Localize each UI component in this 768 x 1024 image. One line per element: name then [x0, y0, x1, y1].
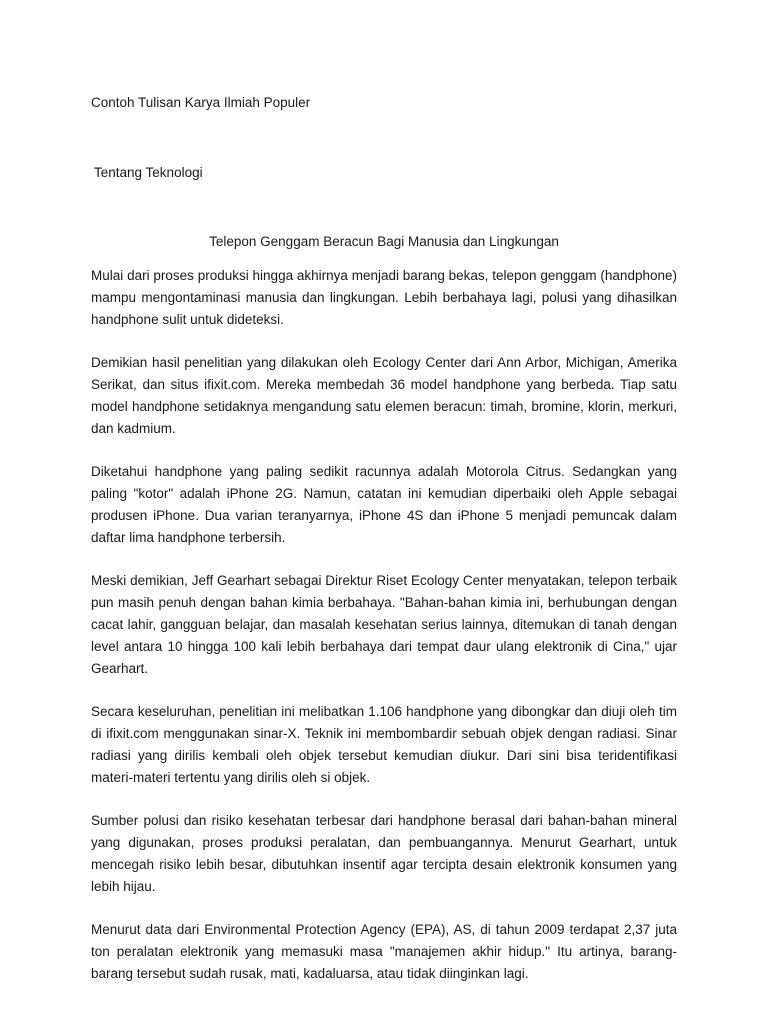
paragraph-7: Menurut data dari Environmental Protection Agency (EPA), AS, di tahun 2009 terdapat 2,37 juta ton peralatan elektronik yang memasuki masa "manajemen akhir hidup." Itu artinya, barang-barang tersebut sudah rusak, mati, kadaluarsa, atau tidak diinginkan lagi. — [91, 922, 677, 981]
paragraph-6: Sumber polusi dan risiko kesehatan terbesar dari handphone berasal dari bahan-bahan mineral yang digunakan, proses produksi peralatan, dan pembuangannya. Menurut Gearhart, untuk mencegah risiko lebih besar, dibutuhkan insentif agar tercipta desain elektronik konsumen yang lebih hijau. — [91, 813, 677, 894]
paragraph-4: Meski demikian, Jeff Gearhart sebagai Direktur Riset Ecology Center menyatakan, telepon terbaik pun masih penuh dengan bahan kimia berbahaya. "Bahan-bahan kimia ini, berhubungan dengan cacat lahir, gangguan belajar, dan masalah kesehatan serius lainnya, ditemukan di tanah dengan level antara 10 hingga 100 kali lebih berbahaya dari tempat daur ulang elektronik di Cina," ujar Gearhart. — [91, 573, 677, 676]
paragraph-3: Diketahui handphone yang paling sedikit racunnya adalah Motorola Citrus. Sedangkan yang paling "kotor" adalah iPhone 2G. Namun, catatan ini kemudian diperbaiki oleh Apple sebagai produsen iPhone. Dua varian teranyarnya, iPhone 4S dan iPhone 5 menjadi pemuncak dalam daftar lima handphone terbersih. — [91, 464, 677, 545]
paragraph-2: Demikian hasil penelitian yang dilakukan oleh Ecology Center dari Ann Arbor, Michigan, Amerika Serikat, dan situs ifixit.com. Mereka membedah 36 model handphone yang berbeda. Tiap satu model handphone setidaknya mengandung satu elemen beracun: timah, bromine, klorin, merkuri, dan kadmium. — [91, 355, 677, 436]
article-body — [91, 265, 677, 1006]
document-heading: Contoh Tulisan Karya Ilmiah Populer — [91, 95, 311, 110]
paragraph-5: Secara keseluruhan, penelitian ini melibatkan 1.106 handphone yang dibongkar dan diuji oleh tim di ifixit.com menggunakan sinar-X. Teknik ini membombardir sebuah objek dengan radiasi. Sinar radiasi yang dirilis kembali oleh objek tersebut kemudian diukur. Dari sini bisa teridentifikasi materi-materi tertentu yang dirilis oleh si objek. — [91, 704, 677, 785]
article-title: Telepon Genggam Beracun Bagi Manusia dan Lingkungan — [209, 234, 559, 249]
document-subheading: Tentang Teknologi — [94, 165, 203, 180]
paragraph-1: Mulai dari proses produksi hingga akhirnya menjadi barang bekas, telepon genggam (handphone) mampu mengontaminasi manusia dan lingkungan. Lebih berbahaya lagi, polusi yang dihasilkan handphone sulit untuk dideteksi. — [91, 268, 677, 327]
